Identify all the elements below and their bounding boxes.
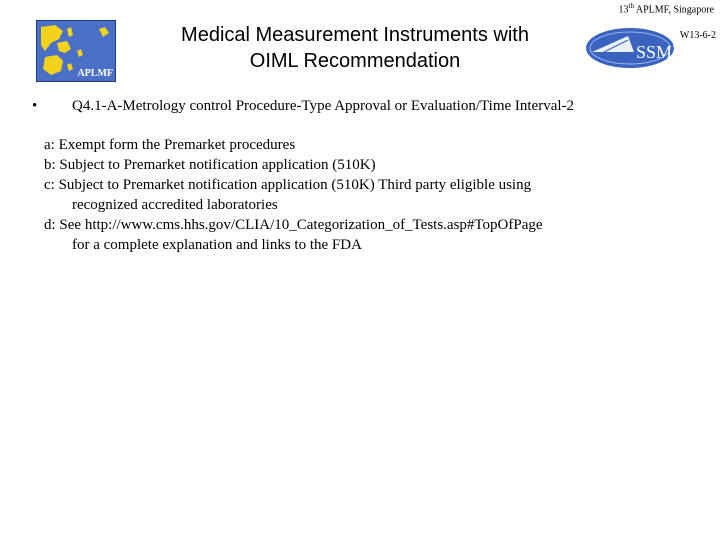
ssmi-logo-text: SSMI (636, 42, 679, 62)
document-code: W13-6-2 (679, 30, 716, 41)
bullet-marker: • (32, 98, 38, 114)
note-d-line-2: for a complete explanation and links to the FDA (72, 237, 362, 253)
note-b (44, 155, 684, 175)
slide-title (130, 22, 580, 74)
aplmf-logo-text: APLMF (77, 68, 113, 79)
bullet-text: Q4.1-A-Metrology control Procedure-Type Approval or Evaluation/Time Interval-2 (72, 98, 575, 114)
aplmf-logo (36, 20, 116, 82)
note-b-line: b: Subject to Premarket notification application (510K) (44, 157, 376, 173)
note-d (44, 215, 684, 255)
notes-list (44, 135, 684, 255)
note-c-line-2: recognized accredited laboratories (72, 197, 278, 213)
note-a (44, 135, 684, 155)
conference-label: 13th APLMF, Singapore (618, 2, 714, 16)
note-c-line-1: c: Subject to Premarket notification application (510K) Third party eligible using (44, 177, 532, 193)
ssmi-logo (584, 22, 679, 70)
note-a-line: a: Exempt form the Premarket procedures (44, 137, 296, 153)
note-d-line-1: d: See http://www.cms.hhs.gov/CLIA/10_Categorization_of_Tests.asp#TopOfPage (44, 217, 543, 233)
title-line-1: Medical Measurement Instruments with (181, 24, 529, 46)
title-line-2: OIML Recommendation (249, 50, 461, 72)
note-c (44, 175, 684, 215)
